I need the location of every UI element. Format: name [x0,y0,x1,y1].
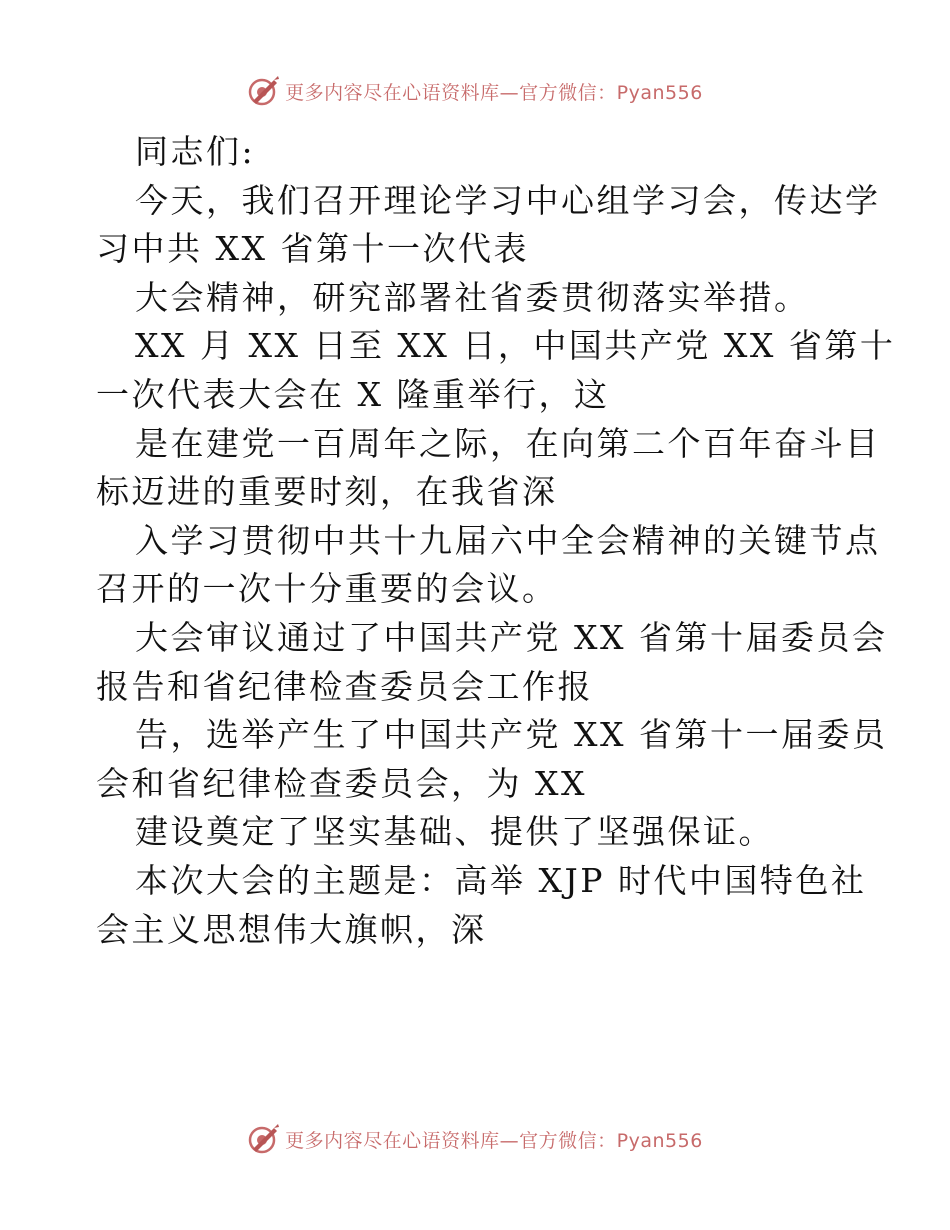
text-line: 召开的一次十分重要的会议。 [96,569,558,609]
text-line: 一次代表大会在 X 隆重举行，这 [96,374,610,414]
watermark-text: 更多内容尽在心语资料库—官方微信：Pyan556 [285,81,703,104]
text-line: 会和省纪律检查委员会，为 XX [96,763,587,803]
text-line: 报告和省纪律检查委员会工作报 [96,666,593,706]
text-line: 告，选举产生了中国共产党 XX 省第十一届委员 [135,715,888,755]
footer-watermark [0,1122,950,1156]
text-line: 入学习贯彻中共十九届六中全会精神的关键节点 [135,520,881,560]
text-line: 会主义思想伟大旗帜，深 [96,909,487,949]
watermark-text: 更多内容尽在心语资料库—官方微信：Pyan556 [285,1129,703,1152]
document-body [96,128,896,954]
text-line: 大会审议通过了中国共产党 XX 省第十届委员会 [135,617,888,657]
text-line: 今天，我们召开理论学习中心组学习会，传达学 [135,180,881,220]
text-line: 是在建党一百周年之际，在向第二个百年奋斗目 [135,423,881,463]
header-watermark [0,74,950,108]
salutation: 同志们: [135,132,256,171]
pen-logo-icon [247,75,279,107]
text-line: XX 月 XX 日至 XX 日，中国共产党 XX 省第十 [135,326,896,366]
text-line: 习中共 XX 省第十一次代表 [96,229,529,269]
text-line: 本次大会的主题是：高举 XJP 时代中国特色社 [135,860,867,900]
pen-logo-icon [247,1123,279,1155]
text-line: 大会精神，研究部署社省委贯彻落实举措。 [135,277,810,317]
text-line: 标迈进的重要时刻，在我省深 [96,472,558,512]
text-line: 建设奠定了坚实基础、提供了坚强保证。 [135,812,774,852]
